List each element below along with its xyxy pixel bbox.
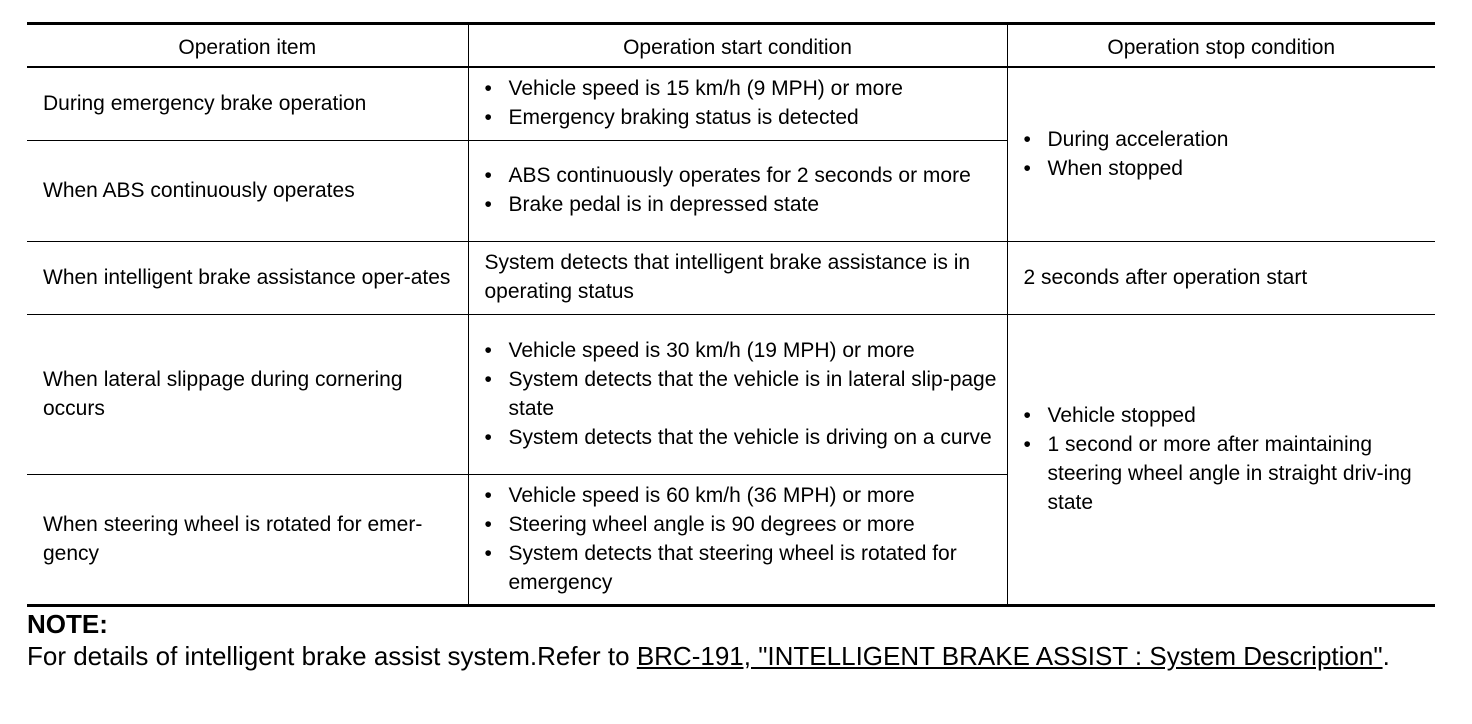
operation-conditions-table [27,22,1435,607]
start-condition-cell [468,475,1007,606]
start-condition-cell [468,315,1007,475]
list-item: • Vehicle speed is 30 km/h (19 MPH) or more [485,336,997,365]
list-item: • Brake pedal is in depressed state [485,190,997,219]
table-row [27,242,1435,315]
list-item: • Emergency braking status is detected [485,103,997,132]
stop-condition-cell [1007,67,1435,242]
start-condition-cell: System detects that intelligent brake assistance is in operating status [468,242,1007,315]
list-item: • ABS continuously operates for 2 seconds or more [485,161,997,190]
start-condition-cell [468,141,1007,242]
note-title: NOTE: [27,609,108,639]
list-item: • Vehicle stopped [1024,401,1426,430]
list-item: • Steering wheel angle is 90 degrees or more [485,510,997,539]
reference-link[interactable]: BRC-191, "INTELLIGENT BRAKE ASSIST : System Description" [636,641,1383,671]
table-header-row [27,24,1435,68]
table-row [27,315,1435,475]
note-body [27,640,1435,672]
note-end: . [1382,641,1390,671]
list-item: • Vehicle speed is 15 km/h (9 MPH) or more [485,74,997,103]
list-item: • During acceleration [1024,125,1426,154]
operation-item-cell: During emergency brake operation [27,67,468,141]
list-item: • System detects that steering wheel is rotated for emergency [485,539,997,597]
start-condition-cell [468,67,1007,141]
list-item: • When stopped [1024,154,1426,183]
list-item: • 1 second or more after maintaining steering wheel angle in straight driv-ing state [1024,430,1426,517]
stop-condition-cell: 2 seconds after operation start [1007,242,1435,315]
header-start-condition: Operation start condition [468,24,1007,68]
list-item: • System detects that the vehicle is in lateral slip-page state [485,365,997,423]
list-item: • System detects that the vehicle is driving on a curve [485,423,997,452]
table-row [27,67,1435,141]
operation-item-cell: When lateral slippage during cornering occurs [27,315,468,475]
operation-item-cell: When ABS continuously operates [27,141,468,242]
list-item: • Vehicle speed is 60 km/h (36 MPH) or more [485,481,997,510]
note-text: For details of intelligent brake assist system.Refer to [27,641,637,671]
header-operation-item: Operation item [27,24,468,68]
header-stop-condition: Operation stop condition [1007,24,1435,68]
operation-item-cell: When intelligent brake assistance oper-ates [27,242,468,315]
stop-condition-cell [1007,315,1435,606]
operation-item-cell: When steering wheel is rotated for emer-gency [27,475,468,606]
